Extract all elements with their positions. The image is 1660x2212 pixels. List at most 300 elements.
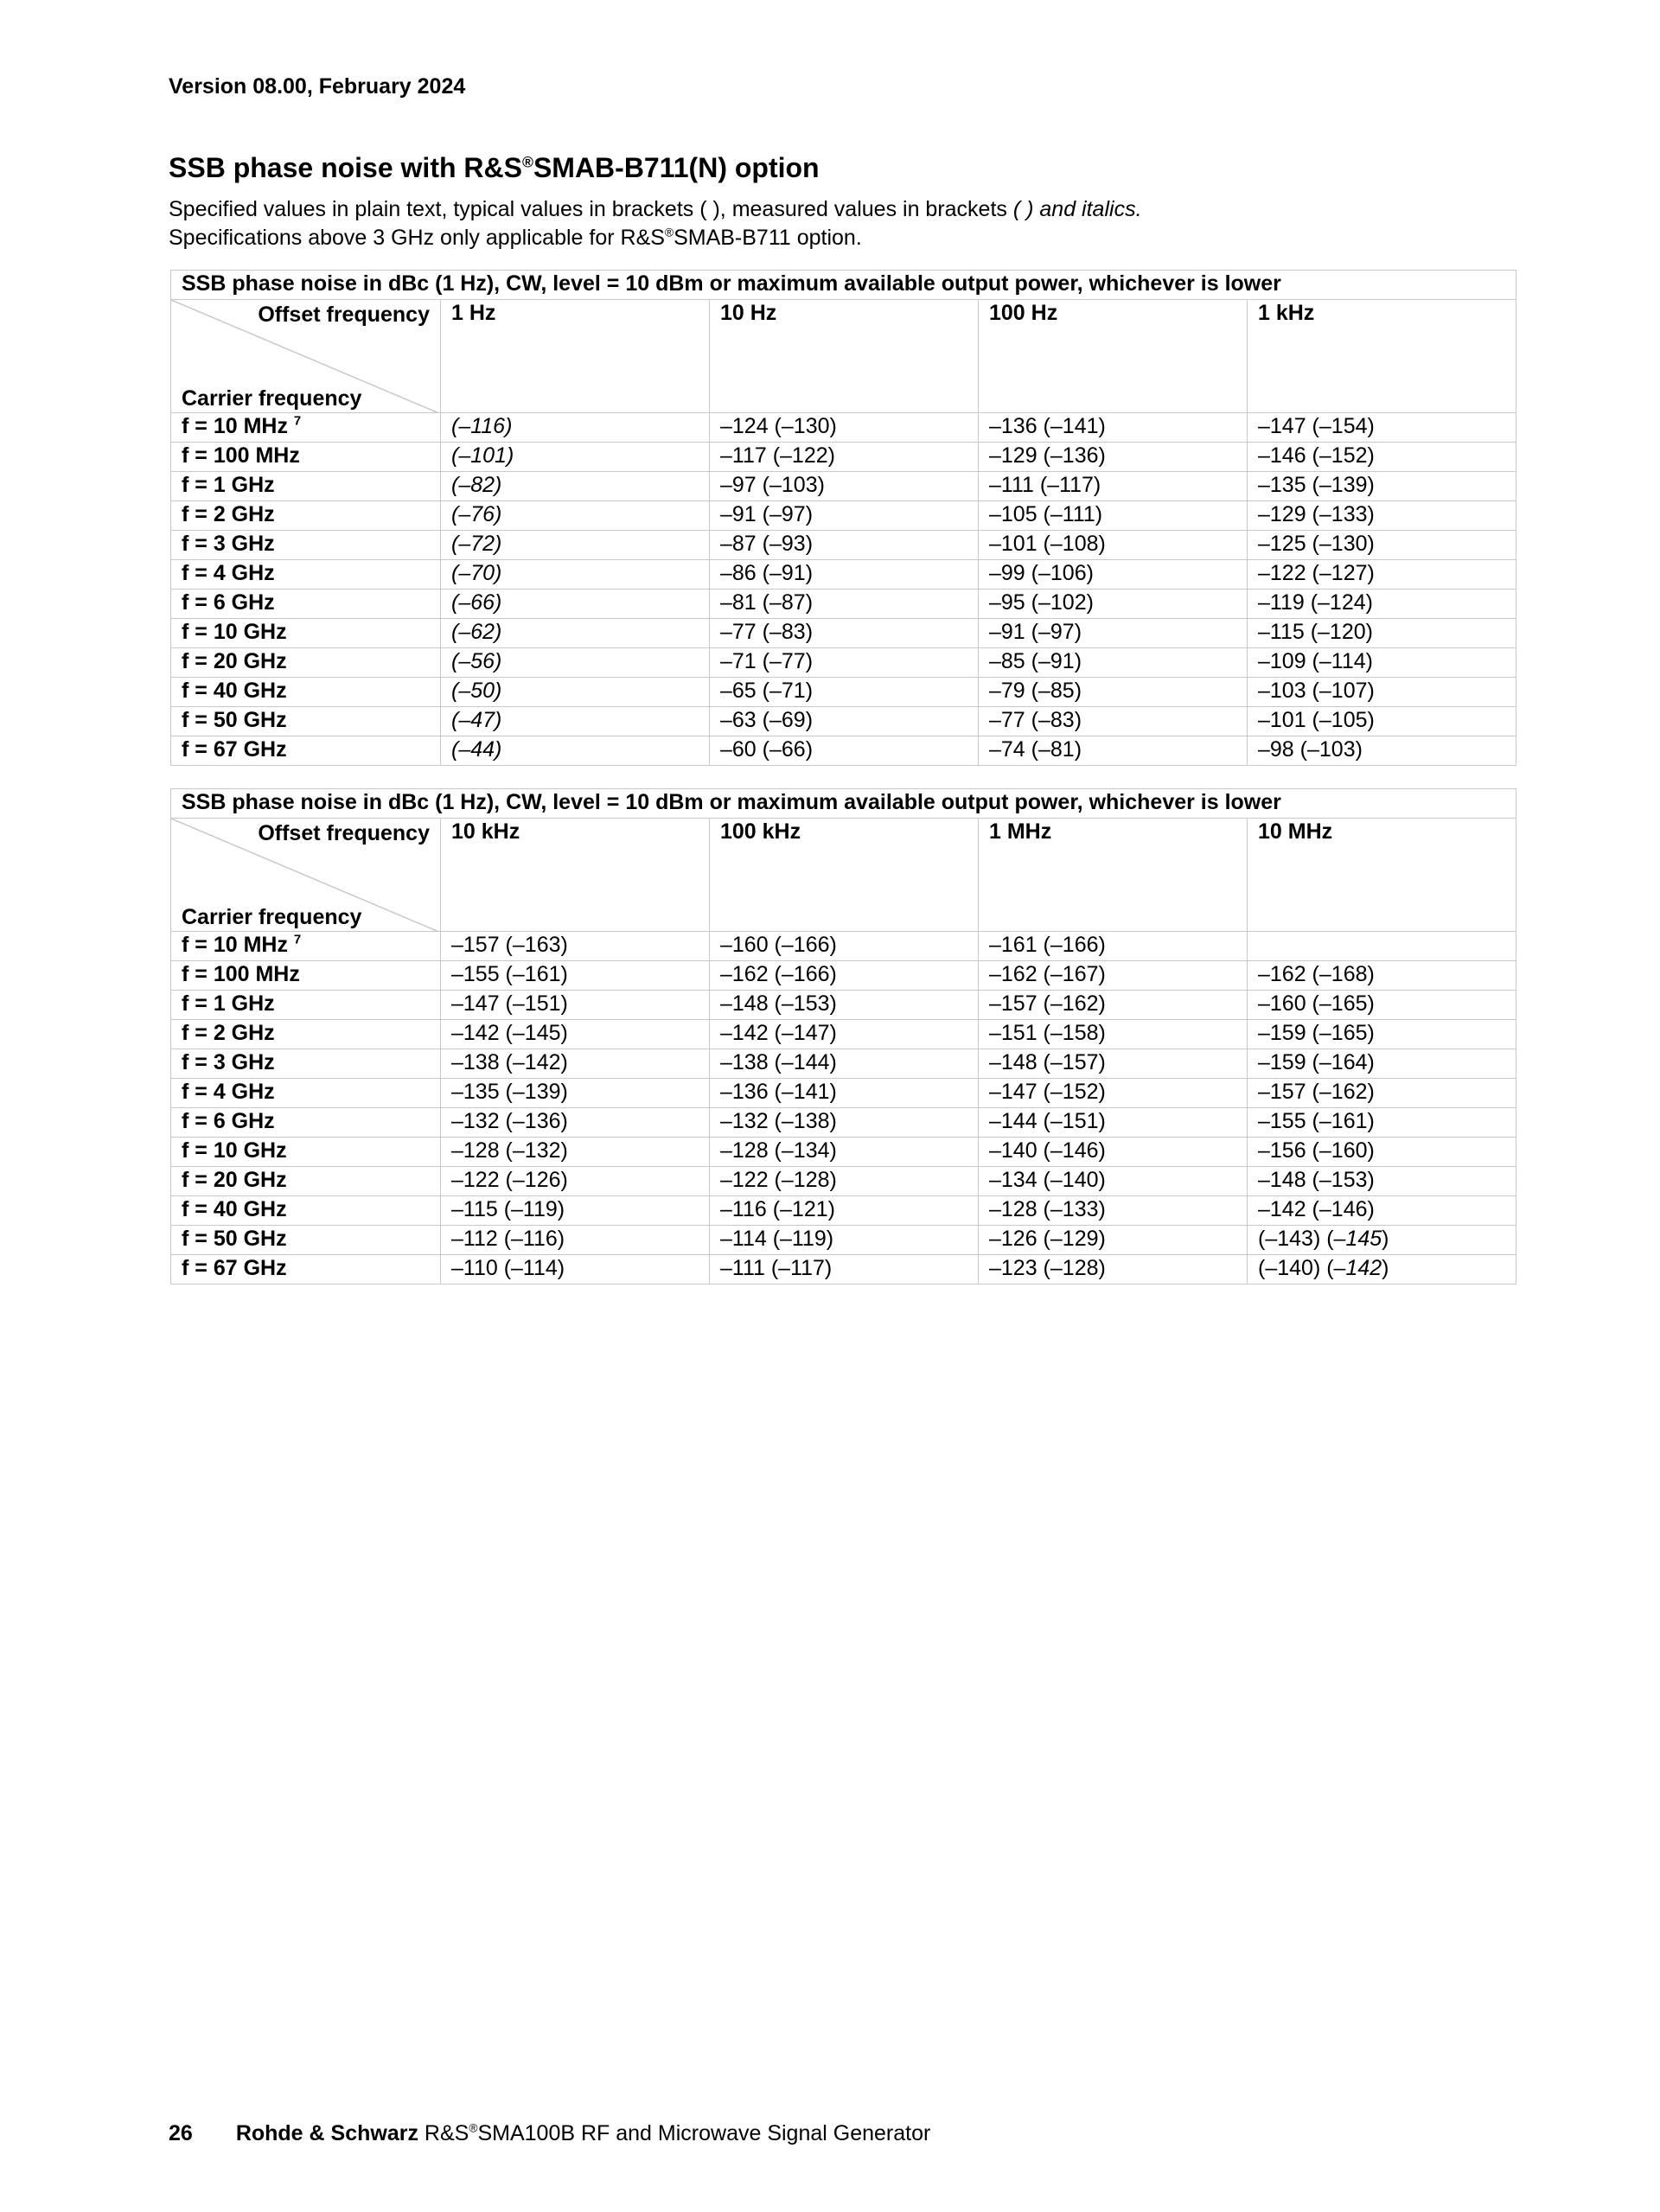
- phase-noise-cell: [710, 648, 979, 678]
- title-reg: ®: [521, 153, 533, 171]
- phase-noise-table-2: [170, 788, 1516, 1284]
- phase-noise-value: –74 (–81): [989, 737, 1082, 762]
- carrier-frequency-label: Carrier frequency: [182, 905, 362, 929]
- table-row: [171, 1079, 1516, 1108]
- phase-noise-value: (–62): [451, 620, 502, 644]
- phase-noise-cell: [441, 1049, 710, 1079]
- phase-noise-value: –103 (–107): [1258, 679, 1375, 703]
- phase-noise-cell: [1248, 1108, 1516, 1138]
- phase-noise-value: –124 (–130): [720, 414, 837, 438]
- phase-noise-cell: [1248, 560, 1516, 590]
- column-header: 10 kHz: [441, 819, 710, 932]
- carrier-frequency-cell: [171, 531, 441, 560]
- phase-noise-value: –136 (–141): [720, 1080, 837, 1104]
- intro-line-2-reg: ®: [664, 226, 674, 239]
- column-header: 10 MHz: [1248, 819, 1516, 932]
- table-row: [171, 501, 1516, 531]
- phase-noise-cell: [441, 443, 710, 472]
- phase-noise-cell: [1248, 1079, 1516, 1108]
- phase-noise-cell: [979, 707, 1248, 736]
- table-2-caption: SSB phase noise in dBc (1 Hz), CW, level = 10 dBm or maximum available output power, whichever is lower: [171, 789, 1516, 819]
- title-pre: SSB phase noise with R&S: [169, 152, 522, 183]
- phase-noise-value: –115 (–120): [1258, 620, 1373, 644]
- phase-noise-cell: [979, 590, 1248, 619]
- carrier-frequency-cell: [171, 932, 441, 961]
- carrier-frequency-cell: [171, 961, 441, 991]
- carrier-frequency-cell: [171, 1226, 441, 1255]
- phase-noise-cell: [979, 619, 1248, 648]
- phase-noise-cell: [441, 413, 710, 443]
- phase-noise-cell: [441, 678, 710, 707]
- phase-noise-cell: [979, 560, 1248, 590]
- phase-noise-value: –129 (–133): [1258, 502, 1375, 526]
- intro-text: [169, 195, 1142, 252]
- phase-noise-cell: [710, 1108, 979, 1138]
- phase-noise-value: (–47): [451, 708, 502, 732]
- phase-noise-cell: [979, 1079, 1248, 1108]
- measured-value-close: ): [1382, 1227, 1389, 1251]
- carrier-frequency-value: f = 50 GHz: [182, 708, 287, 732]
- phase-noise-value: –155 (–161): [1258, 1109, 1375, 1133]
- phase-noise-cell: [1248, 472, 1516, 501]
- phase-noise-cell: [441, 961, 710, 991]
- phase-noise-value: (–76): [451, 502, 502, 526]
- phase-noise-cell: [441, 1226, 710, 1255]
- phase-noise-value: –128 (–134): [720, 1138, 837, 1163]
- phase-noise-cell: [979, 1108, 1248, 1138]
- carrier-frequency-value: f = 1 GHz: [182, 991, 275, 1016]
- phase-noise-cell: [1248, 1167, 1516, 1196]
- phase-noise-cell: [441, 531, 710, 560]
- phase-noise-value: –160 (–166): [720, 933, 837, 957]
- phase-noise-cell: [441, 1255, 710, 1284]
- phase-noise-cell: [441, 1079, 710, 1108]
- footer-product-post: SMA100B RF and Microwave Signal Generator: [477, 2121, 931, 2145]
- phase-noise-value: –101 (–105): [1258, 708, 1375, 732]
- phase-noise-value: –111 (–117): [989, 473, 1101, 497]
- phase-noise-value: –146 (–152): [1258, 443, 1375, 468]
- phase-noise-value: –147 (–151): [451, 991, 568, 1016]
- carrier-frequency-cell: [171, 678, 441, 707]
- offset-frequency-label: Offset frequency: [258, 303, 430, 327]
- table-2-corner-header: [171, 819, 441, 932]
- phase-noise-cell: [710, 1138, 979, 1167]
- carrier-frequency-cell: [171, 560, 441, 590]
- phase-noise-value: –142 (–145): [451, 1021, 568, 1045]
- title-post: SMAB-B711(N) option: [533, 152, 820, 183]
- phase-noise-value: –160 (–165): [1258, 991, 1375, 1016]
- phase-noise-cell: [710, 932, 979, 961]
- carrier-frequency-value: f = 2 GHz: [182, 502, 275, 526]
- table-row: [171, 1255, 1516, 1284]
- footer-brand: Rohde & Schwarz: [235, 2121, 418, 2145]
- phase-noise-cell: [979, 1196, 1248, 1226]
- phase-noise-cell: [441, 590, 710, 619]
- phase-noise-cell: [979, 472, 1248, 501]
- table-row: [171, 678, 1516, 707]
- phase-noise-cell: [710, 501, 979, 531]
- offset-frequency-label: Offset frequency: [258, 821, 430, 845]
- phase-noise-value: –142 (–146): [1258, 1197, 1375, 1221]
- phase-noise-value: –162 (–166): [720, 962, 837, 986]
- phase-noise-cell: [710, 1226, 979, 1255]
- phase-noise-cell: [441, 501, 710, 531]
- intro-line-1-italic: ( ) and italics.: [1012, 197, 1142, 221]
- phase-noise-value: –115 (–119): [451, 1197, 565, 1221]
- column-header: 100 kHz: [710, 819, 979, 932]
- phase-noise-value: (–82): [451, 473, 502, 497]
- measured-value: –142: [1333, 1256, 1382, 1280]
- phase-noise-value: –125 (–130): [1258, 532, 1375, 556]
- carrier-frequency-cell: [171, 991, 441, 1020]
- table-row: [171, 1196, 1516, 1226]
- phase-noise-cell: [441, 1167, 710, 1196]
- phase-noise-value: –161 (–166): [989, 933, 1106, 957]
- footnote-marker: 7: [293, 413, 302, 429]
- page-footer: [169, 2121, 930, 2146]
- phase-noise-value: –99 (–106): [989, 561, 1094, 585]
- phase-noise-value: –110 (–114): [451, 1256, 565, 1280]
- carrier-frequency-cell: [171, 472, 441, 501]
- phase-noise-cell: [979, 1020, 1248, 1049]
- phase-noise-value: –142 (–147): [720, 1021, 837, 1045]
- phase-noise-value: (–140) (: [1258, 1256, 1334, 1280]
- phase-noise-value: –148 (–157): [989, 1050, 1106, 1074]
- phase-noise-value: –117 (–122): [720, 443, 835, 468]
- phase-noise-value: –134 (–140): [989, 1168, 1106, 1192]
- phase-noise-value: –81 (–87): [720, 590, 814, 615]
- table-row: [171, 932, 1516, 961]
- phase-noise-cell: [710, 619, 979, 648]
- phase-noise-value: –87 (–93): [720, 532, 814, 556]
- phase-noise-value: –123 (–128): [989, 1256, 1106, 1280]
- carrier-frequency-value: f = 67 GHz: [182, 1256, 287, 1280]
- phase-noise-cell: [1248, 1049, 1516, 1079]
- phase-noise-cell: [1248, 961, 1516, 991]
- phase-noise-cell: [1248, 1196, 1516, 1226]
- phase-noise-cell: [1248, 932, 1516, 961]
- column-header: 1 Hz: [441, 300, 710, 413]
- phase-noise-value: (–50): [451, 679, 502, 703]
- phase-noise-value: –77 (–83): [989, 708, 1082, 732]
- phase-noise-value: –159 (–165): [1258, 1021, 1375, 1045]
- phase-noise-cell: [441, 560, 710, 590]
- carrier-frequency-cell: [171, 590, 441, 619]
- phase-noise-value: –79 (–85): [989, 679, 1082, 703]
- table-row: [171, 1049, 1516, 1079]
- phase-noise-value: –63 (–69): [720, 708, 814, 732]
- phase-noise-cell: [1248, 707, 1516, 736]
- carrier-frequency-cell: [171, 707, 441, 736]
- phase-noise-cell: [979, 648, 1248, 678]
- phase-noise-value: –151 (–158): [989, 1021, 1106, 1045]
- phase-noise-value: –157 (–163): [451, 933, 568, 957]
- intro-line-2-pre: Specifications above 3 GHz only applicable for R&S: [169, 226, 665, 250]
- carrier-frequency-cell: [171, 1196, 441, 1226]
- phase-noise-value: –105 (–111): [989, 502, 1103, 526]
- phase-noise-value: –122 (–126): [451, 1168, 568, 1192]
- phase-noise-value: –129 (–136): [989, 443, 1106, 468]
- table-row: [171, 1020, 1516, 1049]
- phase-noise-cell: [710, 707, 979, 736]
- phase-noise-cell: [979, 531, 1248, 560]
- phase-noise-cell: [441, 707, 710, 736]
- phase-noise-cell: [1248, 619, 1516, 648]
- phase-noise-value: (–143) (: [1258, 1227, 1334, 1251]
- phase-noise-cell: [1248, 991, 1516, 1020]
- footer-product-reg: ®: [469, 2121, 478, 2135]
- carrier-frequency-cell: [171, 736, 441, 766]
- carrier-frequency-value: f = 3 GHz: [182, 532, 275, 556]
- phase-noise-value: –135 (–139): [451, 1080, 568, 1104]
- phase-noise-cell: [1248, 648, 1516, 678]
- carrier-frequency-value: f = 100 MHz: [182, 962, 300, 986]
- carrier-frequency-value: f = 4 GHz: [182, 1080, 275, 1104]
- phase-noise-value: –140 (–146): [989, 1138, 1106, 1163]
- carrier-frequency-cell: [171, 1049, 441, 1079]
- phase-noise-cell: [979, 961, 1248, 991]
- phase-noise-value: –65 (–71): [720, 679, 814, 703]
- phase-noise-cell: [1248, 1255, 1516, 1284]
- phase-noise-cell: [710, 991, 979, 1020]
- phase-noise-value: –157 (–162): [1258, 1080, 1375, 1104]
- footnote-marker: 7: [293, 932, 302, 947]
- phase-noise-value: –159 (–164): [1258, 1050, 1375, 1074]
- phase-noise-cell: [1248, 413, 1516, 443]
- phase-noise-value: –71 (–77): [720, 649, 814, 673]
- carrier-frequency-value: f = 20 GHz: [182, 649, 287, 673]
- phase-noise-value: (–66): [451, 590, 502, 615]
- carrier-frequency-value: f = 6 GHz: [182, 1109, 275, 1133]
- phase-noise-cell: [979, 1226, 1248, 1255]
- phase-noise-cell: [979, 501, 1248, 531]
- phase-noise-cell: [710, 736, 979, 766]
- carrier-frequency-value: f = 100 MHz: [182, 443, 300, 468]
- phase-noise-cell: [979, 1138, 1248, 1167]
- table-1-caption: SSB phase noise in dBc (1 Hz), CW, level = 10 dBm or maximum available output power, whichever is lower: [171, 271, 1516, 300]
- carrier-frequency-value: f = 67 GHz: [182, 737, 287, 762]
- phase-noise-value: –86 (–91): [720, 561, 814, 585]
- phase-noise-value: –119 (–124): [1258, 590, 1373, 615]
- phase-noise-value: –95 (–102): [989, 590, 1094, 615]
- phase-noise-value: (–44): [451, 737, 502, 762]
- phase-noise-value: –91 (–97): [720, 502, 814, 526]
- phase-noise-cell: [710, 1255, 979, 1284]
- phase-noise-value: –91 (–97): [989, 620, 1082, 644]
- phase-noise-cell: [710, 590, 979, 619]
- intro-line-1-plain: Specified values in plain text, typical values in brackets ( ), measured values in brackets: [169, 197, 1013, 221]
- phase-noise-value: –138 (–142): [451, 1050, 568, 1074]
- phase-noise-cell: [441, 472, 710, 501]
- phase-noise-cell: [441, 1196, 710, 1226]
- table-row: [171, 1167, 1516, 1196]
- phase-noise-value: –147 (–154): [1258, 414, 1375, 438]
- phase-noise-value: (–72): [451, 532, 502, 556]
- phase-noise-value: –144 (–151): [989, 1109, 1106, 1133]
- table-row: [171, 619, 1516, 648]
- phase-noise-value: –128 (–132): [451, 1138, 568, 1163]
- phase-noise-cell: [710, 1049, 979, 1079]
- table-row: [171, 443, 1516, 472]
- phase-noise-cell: [441, 1138, 710, 1167]
- table-row: [171, 991, 1516, 1020]
- phase-noise-value: –147 (–152): [989, 1080, 1106, 1104]
- phase-noise-value: –101 (–108): [989, 532, 1106, 556]
- column-header: 1 MHz: [979, 819, 1248, 932]
- section-title: [169, 152, 820, 184]
- phase-noise-value: –157 (–162): [989, 991, 1106, 1016]
- table-row: [171, 560, 1516, 590]
- carrier-frequency-value: f = 4 GHz: [182, 561, 275, 585]
- carrier-frequency-value: f = 10 GHz: [182, 1138, 287, 1163]
- phase-noise-value: –128 (–133): [989, 1197, 1106, 1221]
- table-row: [171, 472, 1516, 501]
- carrier-frequency-value: f = 10 MHz: [182, 933, 288, 957]
- table-row: [171, 648, 1516, 678]
- phase-noise-value: –112 (–116): [451, 1227, 565, 1251]
- phase-noise-cell: [1248, 531, 1516, 560]
- measured-value-close: ): [1382, 1256, 1389, 1280]
- phase-noise-value: (–70): [451, 561, 502, 585]
- phase-noise-value: –155 (–161): [451, 962, 568, 986]
- phase-noise-cell: [710, 678, 979, 707]
- table-row: [171, 413, 1516, 443]
- phase-noise-value: –60 (–66): [720, 737, 814, 762]
- carrier-frequency-value: f = 6 GHz: [182, 590, 275, 615]
- phase-noise-cell: [710, 443, 979, 472]
- phase-noise-cell: [979, 932, 1248, 961]
- phase-noise-cell: [1248, 678, 1516, 707]
- phase-noise-value: –135 (–139): [1258, 473, 1375, 497]
- carrier-frequency-cell: [171, 1167, 441, 1196]
- carrier-frequency-value: f = 20 GHz: [182, 1168, 287, 1192]
- phase-noise-value: –156 (–160): [1258, 1138, 1375, 1163]
- column-header: 1 kHz: [1248, 300, 1516, 413]
- version-line: Version 08.00, February 2024: [169, 74, 466, 99]
- table-row: [171, 531, 1516, 560]
- phase-noise-cell: [1248, 1226, 1516, 1255]
- intro-line-2: [169, 224, 1142, 252]
- carrier-frequency-value: f = 40 GHz: [182, 679, 287, 703]
- table-row: [171, 961, 1516, 991]
- phase-noise-cell: [710, 1167, 979, 1196]
- phase-noise-cell: [710, 1196, 979, 1226]
- phase-noise-value: –97 (–103): [720, 473, 825, 497]
- measured-value: –145: [1333, 1227, 1382, 1251]
- table-row: [171, 1108, 1516, 1138]
- table-1-corner-header: [171, 300, 441, 413]
- phase-noise-cell: [979, 678, 1248, 707]
- phase-noise-cell: [441, 1020, 710, 1049]
- phase-noise-cell: [441, 991, 710, 1020]
- carrier-frequency-value: f = 3 GHz: [182, 1050, 275, 1074]
- phase-noise-value: –122 (–128): [720, 1168, 837, 1192]
- carrier-frequency-value: f = 50 GHz: [182, 1227, 287, 1251]
- carrier-frequency-value: f = 2 GHz: [182, 1021, 275, 1045]
- phase-noise-table-1: [170, 270, 1516, 766]
- phase-noise-value: –138 (–144): [720, 1050, 837, 1074]
- carrier-frequency-cell: [171, 1020, 441, 1049]
- phase-noise-cell: [979, 1255, 1248, 1284]
- phase-noise-cell: [979, 991, 1248, 1020]
- carrier-frequency-value: f = 10 GHz: [182, 620, 287, 644]
- phase-noise-cell: [1248, 736, 1516, 766]
- phase-noise-value: (–116): [451, 414, 513, 438]
- phase-noise-cell: [441, 932, 710, 961]
- phase-noise-cell: [710, 472, 979, 501]
- phase-noise-value: –109 (–114): [1258, 649, 1373, 673]
- phase-noise-cell: [710, 1020, 979, 1049]
- phase-noise-value: (–101): [451, 443, 514, 468]
- phase-noise-value: –132 (–136): [451, 1109, 568, 1133]
- phase-noise-value: –114 (–119): [720, 1227, 834, 1251]
- phase-noise-cell: [1248, 1138, 1516, 1167]
- phase-noise-cell: [710, 1079, 979, 1108]
- phase-noise-value: –132 (–138): [720, 1109, 837, 1133]
- phase-noise-cell: [710, 961, 979, 991]
- phase-noise-cell: [979, 1049, 1248, 1079]
- phase-noise-value: –148 (–153): [1258, 1168, 1375, 1192]
- phase-noise-value: –122 (–127): [1258, 561, 1375, 585]
- phase-noise-value: –85 (–91): [989, 649, 1082, 673]
- phase-noise-cell: [441, 619, 710, 648]
- carrier-frequency-value: f = 40 GHz: [182, 1197, 287, 1221]
- carrier-frequency-cell: [171, 443, 441, 472]
- phase-noise-value: –148 (–153): [720, 991, 837, 1016]
- phase-noise-cell: [979, 1167, 1248, 1196]
- phase-noise-value: –136 (–141): [989, 414, 1106, 438]
- carrier-frequency-cell: [171, 1255, 441, 1284]
- phase-noise-cell: [1248, 1020, 1516, 1049]
- phase-noise-value: (–56): [451, 649, 502, 673]
- phase-noise-cell: [710, 531, 979, 560]
- carrier-frequency-cell: [171, 1138, 441, 1167]
- carrier-frequency-cell: [171, 1079, 441, 1108]
- carrier-frequency-cell: [171, 413, 441, 443]
- carrier-frequency-cell: [171, 648, 441, 678]
- table-row: [171, 736, 1516, 766]
- column-header: 100 Hz: [979, 300, 1248, 413]
- table-row: [171, 707, 1516, 736]
- table-row: [171, 1226, 1516, 1255]
- phase-noise-cell: [441, 1108, 710, 1138]
- phase-noise-value: –162 (–168): [1258, 962, 1375, 986]
- carrier-frequency-value: f = 10 MHz: [182, 414, 288, 438]
- phase-noise-cell: [1248, 501, 1516, 531]
- carrier-frequency-cell: [171, 619, 441, 648]
- phase-noise-value: –98 (–103): [1258, 737, 1363, 762]
- phase-noise-value: –126 (–129): [989, 1227, 1106, 1251]
- carrier-frequency-cell: [171, 1108, 441, 1138]
- phase-noise-cell: [1248, 590, 1516, 619]
- table-row: [171, 1138, 1516, 1167]
- phase-noise-cell: [441, 736, 710, 766]
- phase-noise-value: –116 (–121): [720, 1197, 835, 1221]
- column-header: 10 Hz: [710, 300, 979, 413]
- table-row: [171, 590, 1516, 619]
- footer-product-pre: R&S: [418, 2121, 469, 2145]
- phase-noise-cell: [710, 413, 979, 443]
- phase-noise-cell: [710, 560, 979, 590]
- intro-line-1: [169, 195, 1142, 224]
- page-number: 26: [169, 2121, 193, 2145]
- phase-noise-cell: [979, 443, 1248, 472]
- phase-noise-value: –162 (–167): [989, 962, 1106, 986]
- phase-noise-value: –77 (–83): [720, 620, 814, 644]
- phase-noise-value: –111 (–117): [720, 1256, 833, 1280]
- carrier-frequency-value: f = 1 GHz: [182, 473, 275, 497]
- intro-line-2-post: SMAB-B711 option.: [674, 226, 862, 250]
